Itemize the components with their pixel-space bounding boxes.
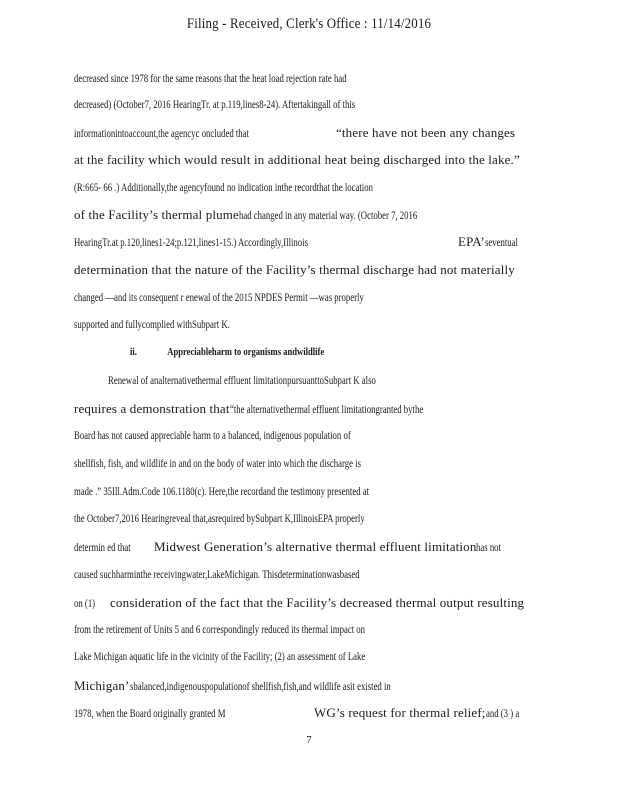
text-line: caused suchharminthe receivingwater,LakeMichigan. Thisdeterminationwasbased xyxy=(74,569,360,581)
text-segment: and (3 ) a xyxy=(485,708,519,720)
text-segment: informationintoaccount,the agencyc oncluded that xyxy=(74,128,249,140)
text-line xyxy=(74,207,538,224)
text-line: determination that the nature of the Facility’s thermal discharge had not materially xyxy=(74,262,515,277)
text-line xyxy=(74,539,538,556)
text-line: Renewal of analternativethermal effluent limitationpursuanttoSubpart K also xyxy=(108,375,376,387)
text-line: decreased since 1978 for the same reasons that the heat load rejection rate had xyxy=(74,73,347,85)
text-segment: sbalanced,indigenouspopulationof shellfish,fish,and wildlife asit existed in xyxy=(129,681,391,693)
text-line xyxy=(74,234,538,251)
text-segment: has not xyxy=(476,542,502,554)
text-segment-emphasis: Midwest Generation’s alternative thermal effluent limitation xyxy=(154,539,477,554)
text-segment-emphasis: Michigan’ xyxy=(74,678,130,693)
text-line: at the facility which would result in additional heat being discharged into the lake.” xyxy=(74,152,520,167)
filing-stamp-header: Filing - Received, Clerk's Office : 11/14/2016 xyxy=(186,16,432,32)
text-segment-emphasis: consideration of the fact that the Facility’s decreased thermal output resulting xyxy=(110,595,525,610)
text-line: Board has not caused appreciable harm to a balanced, indigenous population of xyxy=(74,430,351,442)
section-heading xyxy=(130,346,324,358)
text-segment: “the alternativethermal effluent limitationgranted bythe xyxy=(229,404,423,416)
text-line: shellfish, fish, and wildlife in and on the body of water into which the discharge is xyxy=(74,458,362,470)
text-line xyxy=(74,595,538,612)
text-segment-emphasis: “there have not been any changes xyxy=(336,125,516,140)
text-line: supported and fullycomplied withSubpart K. xyxy=(74,319,230,331)
section-heading-numeral: ii. xyxy=(130,346,137,358)
text-line xyxy=(74,705,538,722)
text-line: from the retirement of Units 5 and 6 correspondingly reduced its thermal impact on xyxy=(74,624,366,636)
text-line: Lake Michigan aquatic life in the vicinity of the Facility; (2) an assessment of Lake xyxy=(74,651,366,663)
text-segment: 1978, when the Board originally granted M xyxy=(74,708,226,720)
text-line: decreased) (October7, 2016 HearingTr. at p.119,lines8-24). Aftertakingall of this xyxy=(74,99,356,111)
text-line xyxy=(74,678,538,695)
text-segment: determin ed that xyxy=(74,542,131,554)
text-line xyxy=(74,125,538,142)
text-line: the October7,2016 Hearingreveal that,asrequired bySubpart K,IllinoisEPA properly xyxy=(74,513,365,525)
text-line: (R:665- 66 .) Additionally,the agencyfound no indication inthe recordthat the location xyxy=(74,182,373,194)
section-heading-title: Appreciableharm to organisms andwildlife xyxy=(167,346,325,358)
text-segment-emphasis: WG’s request for thermal relief; xyxy=(314,705,486,720)
text-segment-emphasis: EPA’ xyxy=(458,234,485,249)
text-segment: on (1) xyxy=(74,598,96,610)
page-number: 7 xyxy=(306,734,312,746)
text-segment: HearingTr.at p.120,lines1-24;p.121,lines1-15.) Accordingly,Illinois xyxy=(74,237,308,249)
text-line: changed —and its consequent r enewal of the 2015 NPDES Permit —was properly xyxy=(74,292,364,304)
text-segment-emphasis: of the Facility’s thermal plume xyxy=(74,207,239,222)
text-line xyxy=(74,401,538,418)
text-segment-emphasis: requires a demonstration that xyxy=(74,401,230,416)
text-segment: had changed in any material way. (October 7, 2016 xyxy=(238,210,418,222)
text-segment: seventual xyxy=(484,237,518,249)
text-line: made .” 35Ill.Adm.Code 106.1180(c). Here,the recordand the testimony presented at xyxy=(74,486,370,498)
